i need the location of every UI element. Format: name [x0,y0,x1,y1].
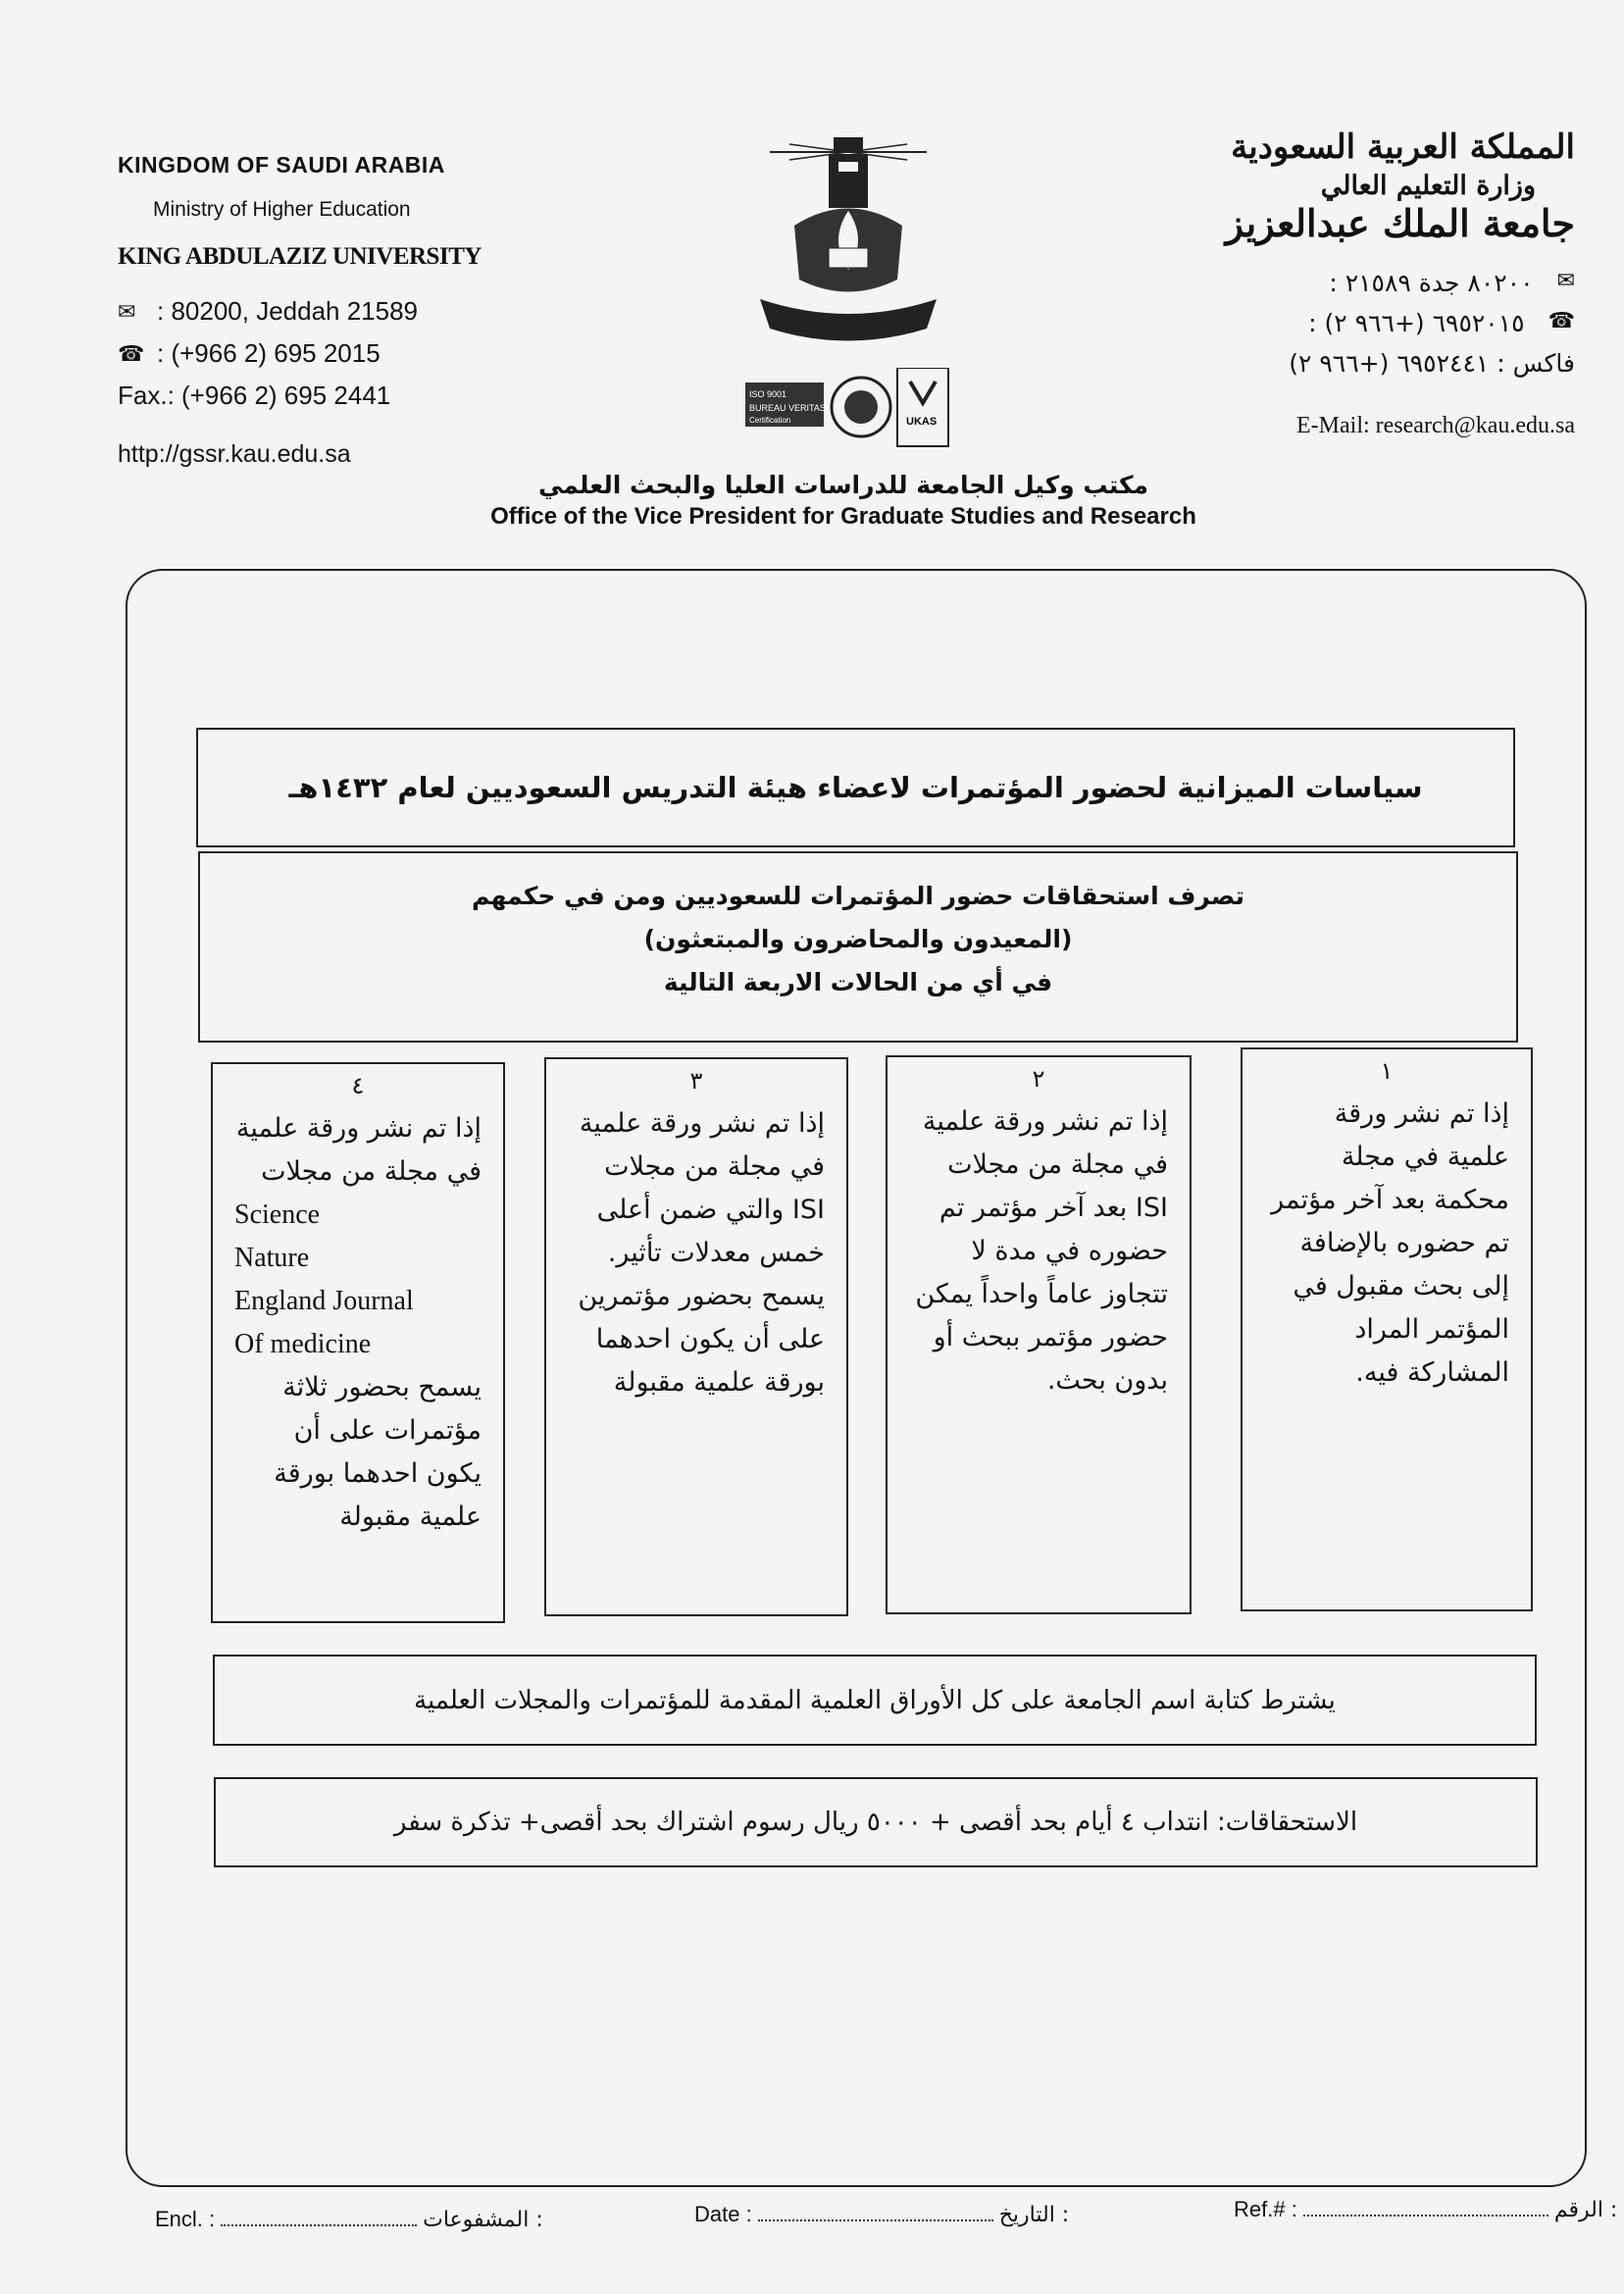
date-label: Date : [694,2202,752,2226]
case-box-3 [544,1057,848,1616]
date-field[interactable] [758,2206,993,2221]
condition-box [213,1655,1537,1746]
telephone-icon: ☎ [1548,309,1575,333]
certification-logos-icon [745,368,951,451]
email: E-Mail: research@kau.edu.sa [1296,413,1575,438]
case-number: ٢ [1032,1065,1045,1093]
case-box-2 [886,1055,1192,1614]
encl-field[interactable] [221,2211,417,2226]
case-box-4 [211,1062,505,1623]
ref-field[interactable] [1303,2201,1548,2217]
ministry-en: Ministry of Higher Education [153,198,411,221]
case-text: إذا تم نشر ورقة علمية في مجلة محكمة بعد آخر مؤتمر تم حضوره بالإضافة إلى بحث مقبول في المؤتمر المراد المشاركة فيه. [1271,1098,1509,1388]
case-text: إذا تم نشر ورقة علمية في مجلة من مجلات ISI بعد آخر مؤتمر تم حضوره في مدة لا تتجاوز عاماً واحداً يمكن حضور مؤتمر ببحث أو بدون بحث. [915,1106,1168,1396]
ref-label: Ref.# : [1234,2197,1297,2221]
intro-box [198,851,1518,1043]
svg-text:UKAS: UKAS [906,416,938,428]
header-right [1183,127,1575,439]
phone-row [118,338,530,369]
footer-ref [1234,2197,1617,2222]
condition-text: يشترط كتابة اسم الجامعة على كل الأوراق العلمية المقدمة للمؤتمرات والمجلات العلمية [414,1685,1336,1715]
po-box-row [118,296,530,327]
header-left [118,152,530,469]
case-text: إذا تم نشر ورقة علمية في مجلة من مجلات ISI والتي ضمن أعلى خمس معدلات تأثير. [579,1108,825,1268]
encl-label: Encl. : [155,2207,216,2231]
case-box-1 [1241,1047,1533,1611]
footer-date [694,2202,1069,2227]
policy-title-box [196,728,1515,847]
office-title-en: Office of the Vice President for Graduate Studies and Research [490,503,1196,530]
case-number: ١ [1380,1057,1394,1085]
case-number: ٣ [689,1067,703,1095]
envelope-icon: ✉ [1556,269,1575,293]
fax-en: Fax.: (+966 2) 695 2441 [118,381,391,410]
svg-text:ISO 9001: ISO 9001 [749,389,787,399]
po-box-ar-row [1183,269,1575,297]
country-en: KINGDOM OF SAUDI ARABIA [118,152,445,178]
entitlements-text: الاستحقاقات: انتداب ٤ أيام بحد أقصى + ٥٠٠٠ ريال رسوم اشتراك بحد أقصى+ تذكرة سفر [393,1808,1358,1837]
po-box-ar: ٨٠٢٠٠ جدة ٢١٥٨٩ : [1329,269,1534,297]
journal-list: Science Nature England Journal Of medicine [234,1199,414,1359]
envelope-icon: ✉ [118,298,136,324]
svg-text:Certification: Certification [749,416,791,425]
case-allowance: يسمح بحضور مؤتمرين على أن يكون احدهما بورقة علمية مقبولة [578,1281,825,1398]
phone-ar: ٦٩٥٢٠١٥ (+٩٦٦ ٢) : [1308,309,1525,337]
policy-title: سياسات الميزانية لحضور المؤتمرات لاعضاء هيئة التدريس السعوديين لعام ١٤٣٢هـ [288,771,1423,804]
case-number: ٤ [351,1072,365,1099]
website: http://gssr.kau.edu.sa [118,440,351,468]
phone-ar-row [1183,309,1575,337]
ministry-ar: وزارة التعليم العالي [1320,171,1536,201]
intro-line-1: تصرف استحقاقات حضور المؤتمرات للسعوديين ومن في حكمهم [471,882,1244,910]
date-label-ar: : التاريخ [998,2203,1070,2227]
svg-text:BUREAU VERITAS: BUREAU VERITAS [749,403,826,413]
footer-enclosures [155,2207,543,2232]
ref-label-ar: : الرقم [1553,2198,1618,2222]
university-logo-icon [750,132,946,353]
po-box-en: : 80200, Jeddah 21589 [157,296,419,326]
university-ar: جامعة الملك عبدالعزيز [1225,201,1575,245]
entitlements-box [214,1777,1538,1867]
office-title-ar: مكتب وكيل الجامعة للدراسات العليا والبحث العلمي [537,471,1149,499]
intro-line-3: في أي من الحالات الاربعة التالية [663,968,1053,996]
office-title [422,471,1265,531]
intro-line-2: (المعيدون والمحاضرون والمبتعثون) [643,925,1073,953]
telephone-icon: ☎ [118,340,145,366]
case-allowance: يسمح بحضور ثلاثة مؤتمرات على أن يكون احدهما بورقة علمية مقبولة [274,1372,482,1532]
fax-ar: فاكس : ٦٩٥٢٤٤١ (+٩٦٦ ٢) [1289,349,1575,378]
country-ar: المملكة العربية السعودية [1231,127,1575,167]
encl-label-ar: : المشفوعات [423,2208,543,2232]
phone-en: : (+966 2) 695 2015 [157,338,381,368]
case-text: إذا تم نشر ورقة علمية في مجلة من مجلات [235,1113,482,1187]
university-en: KING ABDULAZIZ UNIVERSITY [118,243,482,270]
